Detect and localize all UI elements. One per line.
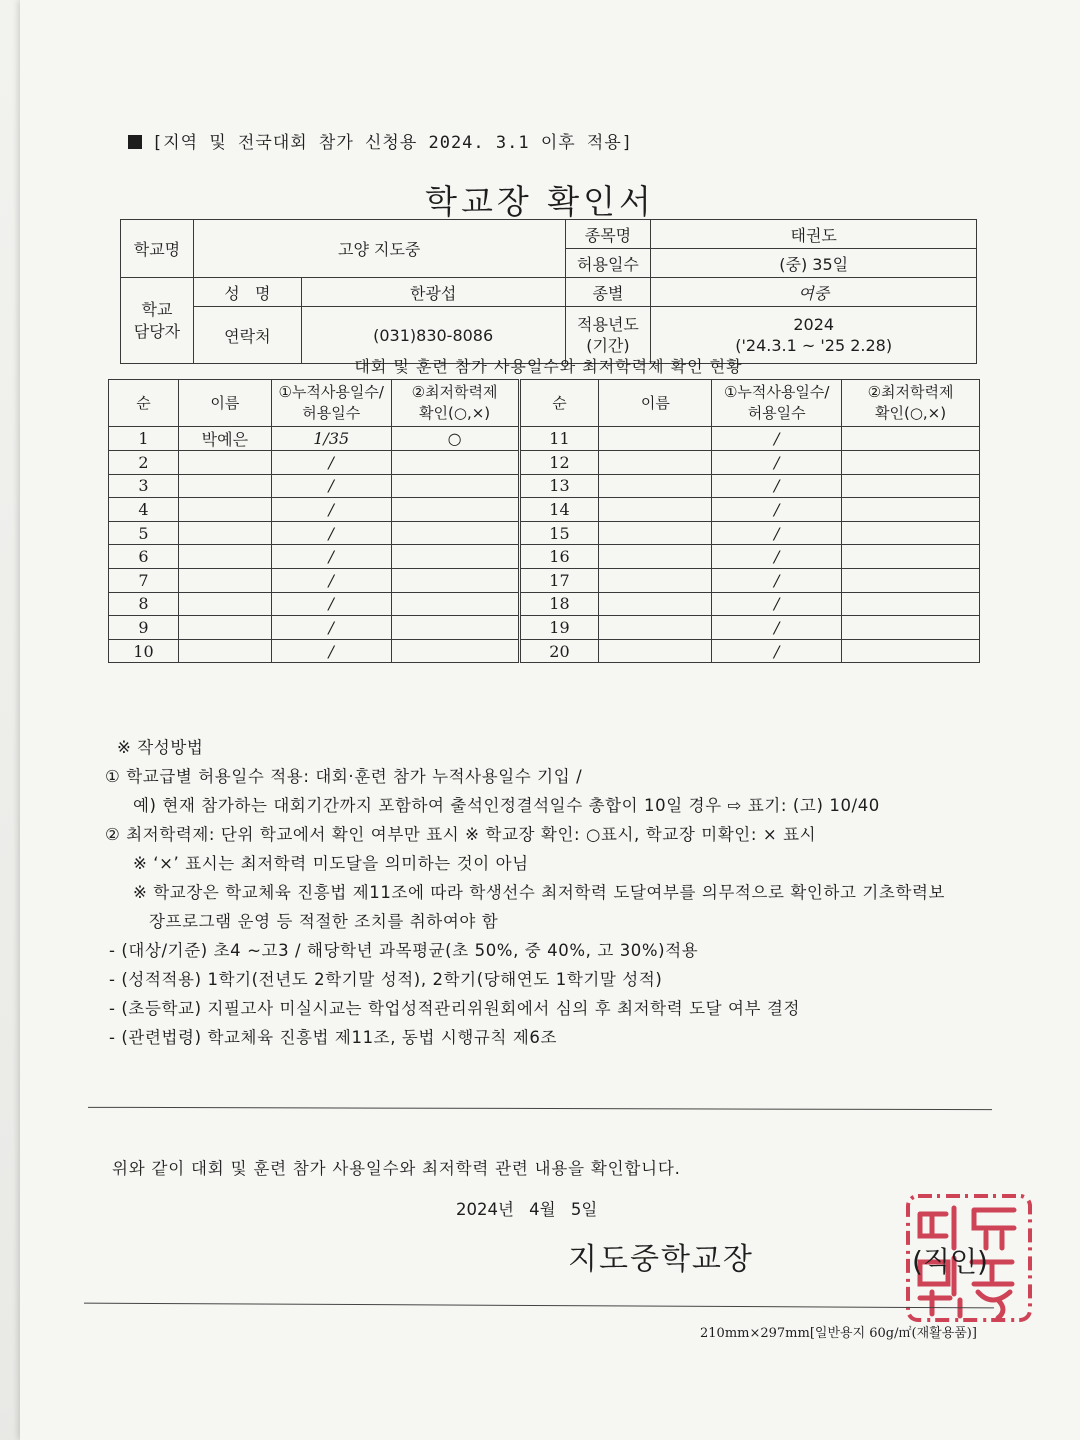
roster-cell-name bbox=[599, 498, 712, 522]
issue-date: 2024년 4월 5일 bbox=[456, 1200, 598, 1219]
roster-cell-no: 1 bbox=[109, 427, 179, 451]
period-value: ('24.3.1 ~ '25 2.28) bbox=[735, 336, 893, 355]
note-line: - (대상/기준) 초4 ~고3 / 해당학년 과목평균(초 50%, 중 40%, 고 30%)적용 bbox=[109, 941, 699, 960]
contact-value: (031)830-8086 bbox=[301, 307, 565, 364]
roster-cell-name bbox=[178, 639, 271, 663]
roster-cell-name bbox=[599, 616, 712, 640]
roster-cell-academic bbox=[391, 545, 519, 569]
roster-cell-academic bbox=[842, 474, 980, 498]
header-name: 이름 bbox=[178, 380, 271, 427]
roster-cell-name bbox=[178, 592, 271, 616]
section-caption: 대회 및 훈련 참가 사용일수와 최저학력제 확인 현황 bbox=[354, 357, 743, 376]
roster-cell-no: 4 bbox=[109, 498, 179, 522]
roster-cell-academic bbox=[391, 568, 519, 592]
note-line: ※ ‘×’ 표시는 최저학력 미도달을 의미하는 것이 아님 bbox=[133, 854, 529, 873]
roster-cell-days: / bbox=[712, 616, 842, 640]
roster-cell-no: 15 bbox=[519, 521, 599, 545]
roster-cell-days: / bbox=[712, 545, 842, 569]
roster-cell-name bbox=[178, 521, 271, 545]
roster-cell-academic bbox=[842, 451, 980, 475]
note-line: 장프로그램 운영 등 적절한 조치를 취하여야 함 bbox=[149, 912, 499, 931]
table-row bbox=[109, 498, 980, 522]
table-row bbox=[109, 568, 980, 592]
roster-cell-academic bbox=[842, 639, 980, 663]
roster-cell-no: 16 bbox=[519, 545, 599, 569]
roster-cell-no: 2 bbox=[109, 451, 179, 475]
roster-cell-days: / bbox=[271, 451, 391, 475]
event-label: 종목명 bbox=[565, 220, 651, 249]
roster-cell-days: / bbox=[712, 427, 842, 451]
header-academic-right: ②최저학력제 확인(○,×) bbox=[842, 380, 980, 427]
school-label: 학교명 bbox=[121, 220, 194, 278]
gender-label: 종별 bbox=[565, 278, 651, 307]
roster-cell-days: / bbox=[271, 639, 391, 663]
roster-cell-name bbox=[599, 474, 712, 498]
name-label: 성 명 bbox=[193, 278, 301, 307]
header-academic: ②최저학력제 확인(○,×) bbox=[391, 380, 519, 427]
instructions bbox=[105, 733, 1005, 1052]
roster-cell-days: / bbox=[271, 568, 391, 592]
table-row bbox=[109, 639, 980, 663]
table-row bbox=[109, 521, 980, 545]
roster-cell-name bbox=[599, 592, 712, 616]
roster-cell-no: 17 bbox=[519, 568, 599, 592]
school-value: 고양 지도중 bbox=[193, 220, 565, 278]
roster-cell-no: 10 bbox=[109, 639, 179, 663]
table-row bbox=[109, 427, 980, 451]
gender-value: 여중 bbox=[651, 278, 977, 307]
roster-cell-academic bbox=[391, 616, 519, 640]
table-row bbox=[109, 616, 980, 640]
roster-cell-days: / bbox=[271, 521, 391, 545]
roster-cell-academic bbox=[842, 521, 980, 545]
roster-cell-days: / bbox=[271, 616, 391, 640]
signer: 지도중학교장 bbox=[568, 1242, 754, 1277]
header-no-right: 순 bbox=[519, 380, 599, 427]
roster-cell-academic: ○ bbox=[391, 427, 519, 451]
note-line: 예) 현재 참가하는 대회기간까지 포함하여 출석인정결석일수 총합이 10일 경우 ⇨ 표기: (고) 10/40 bbox=[133, 796, 880, 815]
year-label: 적용년도 (기간) bbox=[565, 307, 651, 364]
roster-table bbox=[108, 379, 980, 663]
roster-cell-academic bbox=[391, 521, 519, 545]
roster-body bbox=[109, 427, 980, 663]
info-table bbox=[120, 219, 977, 364]
header-name-right: 이름 bbox=[599, 380, 712, 427]
contact-label: 연락처 bbox=[193, 307, 301, 364]
roster-cell-no: 9 bbox=[109, 616, 179, 640]
manager-label: 학교 담당자 bbox=[121, 278, 194, 364]
roster-cell-days: / bbox=[712, 521, 842, 545]
table-row bbox=[109, 474, 980, 498]
notes-heading: ※ 작성방법 bbox=[117, 738, 204, 757]
table-row bbox=[109, 545, 980, 569]
table-row bbox=[109, 451, 980, 475]
roster-cell-no: 7 bbox=[109, 568, 179, 592]
roster-cell-no: 19 bbox=[519, 616, 599, 640]
roster-cell-days: / bbox=[712, 474, 842, 498]
roster-cell-academic bbox=[842, 568, 980, 592]
roster-cell-no: 12 bbox=[519, 451, 599, 475]
roster-cell-academic bbox=[842, 427, 980, 451]
roster-cell-academic bbox=[391, 451, 519, 475]
roster-cell-name bbox=[178, 474, 271, 498]
roster-cell-academic bbox=[842, 498, 980, 522]
allowed-days-label: 허용일수 bbox=[565, 249, 651, 278]
roster-cell-days: / bbox=[712, 592, 842, 616]
roster-cell-name bbox=[599, 427, 712, 451]
header-note: [지역 및 전국대회 참가 신청용 2024. 3.1 이후 적용] bbox=[128, 128, 633, 153]
roster-cell-no: 3 bbox=[109, 474, 179, 498]
roster-cell-no: 11 bbox=[519, 427, 599, 451]
document-title: 학교장 확인서 bbox=[425, 182, 655, 221]
roster-cell-no: 14 bbox=[519, 498, 599, 522]
roster-cell-no: 6 bbox=[109, 545, 179, 569]
roster-cell-days: / bbox=[271, 474, 391, 498]
roster-cell-days: 1/35 bbox=[271, 427, 391, 451]
roster-cell-no: 20 bbox=[519, 639, 599, 663]
roster-cell-academic bbox=[391, 474, 519, 498]
note-line: - (관련법령) 학교체육 진흥법 제11조, 동법 시행규칙 제6조 bbox=[109, 1028, 557, 1047]
roster-cell-days: / bbox=[712, 568, 842, 592]
roster-cell-no: 18 bbox=[519, 592, 599, 616]
black-square-icon bbox=[128, 135, 142, 149]
roster-cell-days: / bbox=[712, 451, 842, 475]
event-value: 태권도 bbox=[651, 220, 977, 249]
year-value: 2024 bbox=[793, 315, 835, 334]
roster-cell-academic bbox=[842, 545, 980, 569]
note-line: ※ 학교장은 학교체육 진흥법 제11조에 따라 학생선수 최저학력 도달여부를 의무적으로 확인하고 기초학력보 bbox=[133, 883, 946, 902]
header-days: ①누적사용일수/ 허용일수 bbox=[271, 380, 391, 427]
note-line: ② 최저학력제: 단위 학교에서 확인 여부만 표시 ※ 학교장 확인: ○표시, 학교장 미확인: × 표시 bbox=[105, 825, 817, 844]
roster-cell-name bbox=[178, 498, 271, 522]
allowed-days-value: (중) 35일 bbox=[651, 249, 977, 278]
roster-cell-days: / bbox=[712, 639, 842, 663]
note-line: - (성적적용) 1학기(전년도 2학기말 성적), 2학기(당해연도 1학기말 성적) bbox=[109, 970, 663, 989]
roster-cell-name bbox=[178, 545, 271, 569]
roster-cell-name bbox=[599, 451, 712, 475]
note-line: ① 학교급별 허용일수 적용: 대회·훈련 참가 누적사용일수 기입 / bbox=[105, 767, 583, 786]
roster-cell-name: 박예은 bbox=[178, 427, 271, 451]
name-value: 한광섭 bbox=[301, 278, 565, 307]
roster-cell-name bbox=[178, 568, 271, 592]
roster-cell-academic bbox=[842, 616, 980, 640]
roster-cell-no: 8 bbox=[109, 592, 179, 616]
confirmation-statement: 위와 같이 대회 및 훈련 참가 사용일수와 최저학력 관련 내용을 확인합니다. bbox=[112, 1159, 681, 1178]
header-days-right: ①누적사용일수/ 허용일수 bbox=[712, 380, 842, 427]
roster-cell-name bbox=[178, 451, 271, 475]
roster-cell-no: 5 bbox=[109, 521, 179, 545]
roster-cell-name bbox=[599, 639, 712, 663]
table-row bbox=[109, 592, 980, 616]
roster-cell-name bbox=[178, 616, 271, 640]
roster-cell-name bbox=[599, 545, 712, 569]
paper-spec: 210mm×297mm[일반용지 60g/㎡(재활용품)] bbox=[700, 1326, 977, 1341]
roster-cell-academic bbox=[842, 592, 980, 616]
roster-cell-academic bbox=[391, 592, 519, 616]
roster-cell-name bbox=[599, 568, 712, 592]
roster-cell-name bbox=[599, 521, 712, 545]
note-line: - (초등학교) 지필고사 미실시교는 학업성적관리위원회에서 심의 후 최저학력 도달 여부 결정 bbox=[109, 999, 801, 1018]
seal-mark: (직인) bbox=[912, 1245, 988, 1278]
roster-cell-days: / bbox=[271, 592, 391, 616]
roster-cell-days: / bbox=[271, 545, 391, 569]
roster-cell-days: / bbox=[271, 498, 391, 522]
header-no: 순 bbox=[109, 380, 179, 427]
roster-cell-days: / bbox=[712, 498, 842, 522]
roster-cell-no: 13 bbox=[519, 474, 599, 498]
roster-cell-academic bbox=[391, 498, 519, 522]
roster-cell-academic bbox=[391, 639, 519, 663]
